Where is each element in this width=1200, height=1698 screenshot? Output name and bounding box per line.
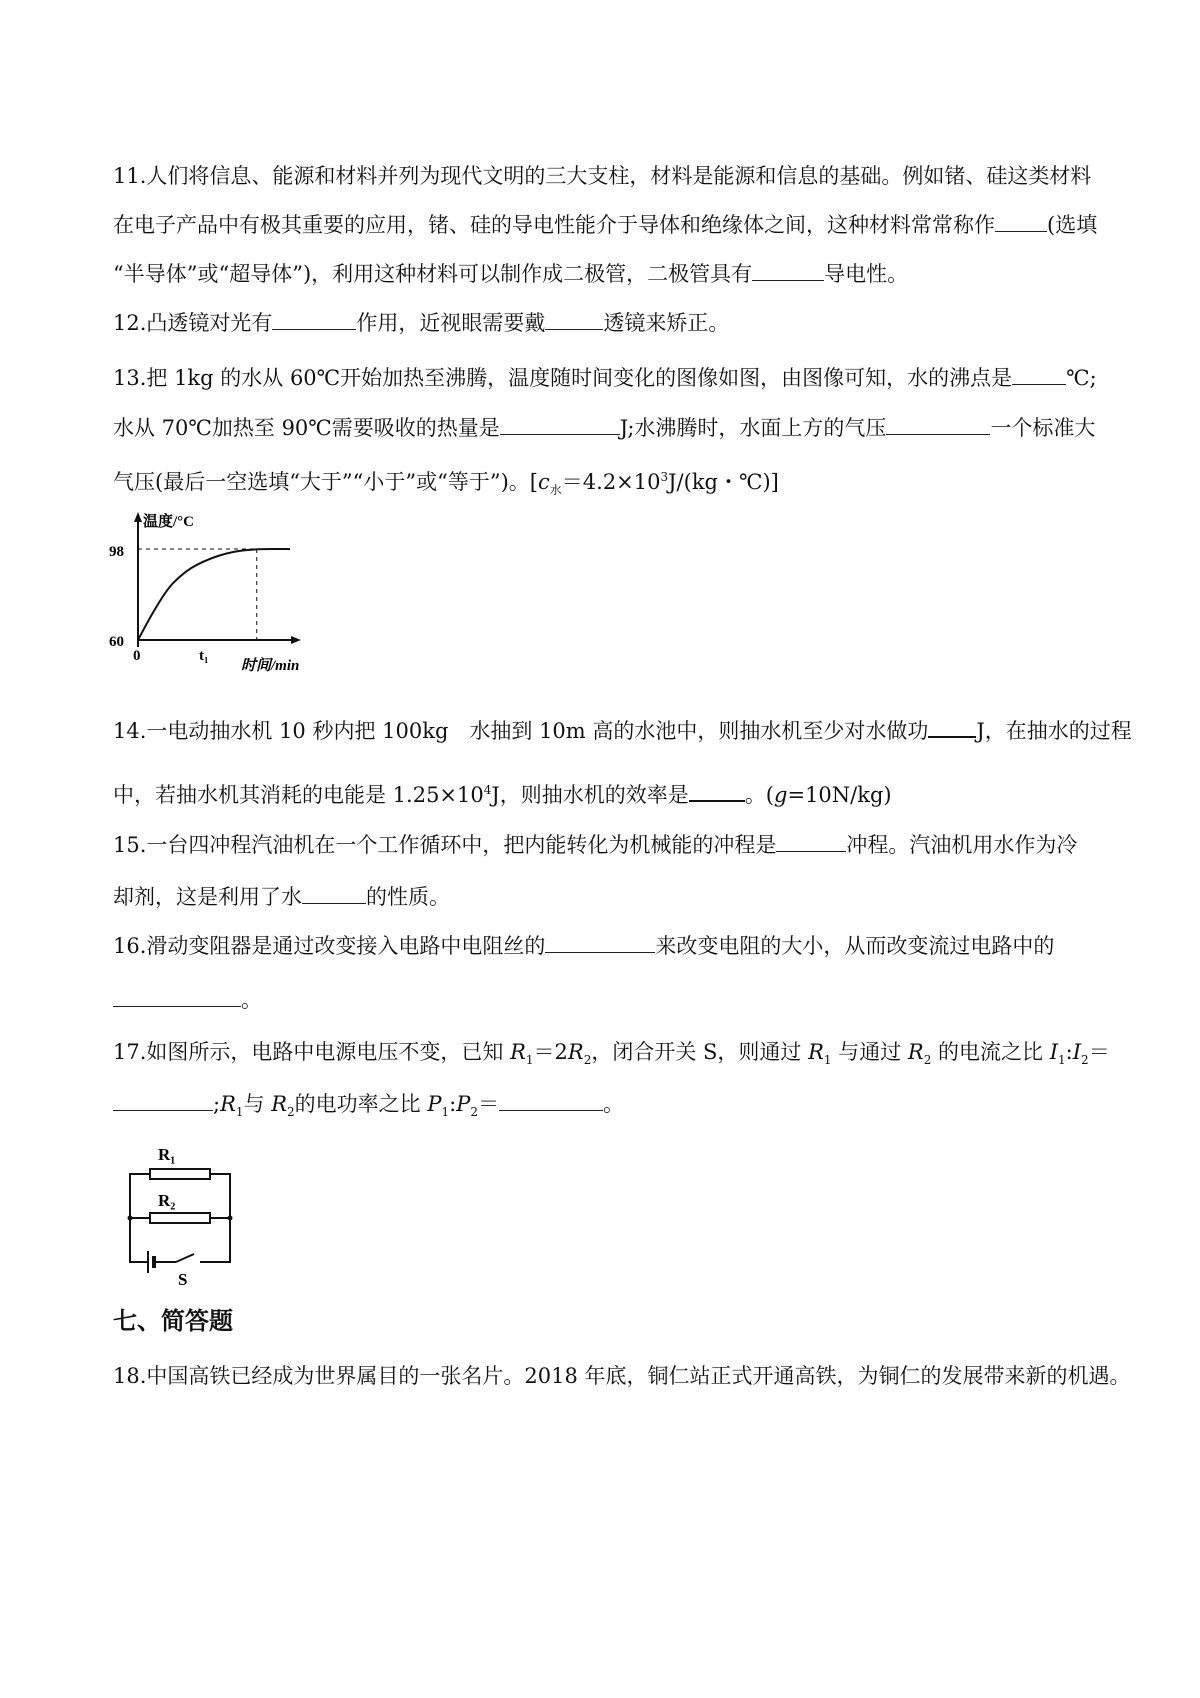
- x-axis-arrow: [291, 636, 301, 644]
- q11-line-2: 在电子产品中有极其重要的应用，锗、硅的导电性能介于导体和绝缘体之间，这种材料常常称作 (选填: [113, 213, 1098, 237]
- y-axis-label: 温度/°C: [143, 514, 194, 530]
- q11-line-3: “半导体”或“超导体”)，利用这种材料可以制作成二极管，二极管具有 导电性。: [113, 262, 909, 286]
- resistor-r1: [150, 1169, 210, 1179]
- r1-label: R₁: [158, 1145, 176, 1164]
- q13-answer-blank-1: [1012, 364, 1066, 385]
- q14-answer-blank-2: [689, 780, 745, 802]
- q15-line-1: 15.一台四冲程汽油机在一个工作循环中，把内能转化为机械能的冲程是 冲程。汽油机用水作为冷: [113, 833, 1078, 857]
- q15-line-2: 却剂，这是利用了水 的性质。: [113, 885, 450, 909]
- q17-line-1: 17.如图所示，电路中电源电压不变，已知 $R_1=2R_2$，闭合开关 S，则通过 $R_1$ 与通过 $R_2$ 的电流之比 $I_1:I_2=$: [113, 1040, 1110, 1068]
- x-axis-label: 时间/min: [241, 658, 300, 674]
- q13-line-1: 13.把 1kg 的水从 60℃开始加热至沸腾，温度随时间变化的图像如图，由图像可知，水的沸点是 ℃;: [113, 366, 1097, 390]
- y-tick-label-98: 98: [109, 544, 124, 560]
- q16-line-2: 。: [113, 985, 1140, 1015]
- q15-answer-blank-2: [302, 883, 366, 904]
- q11-answer-blank-1: [995, 211, 1047, 232]
- temperature-time-chart: [105, 502, 345, 682]
- q16-answer-blank-1: [545, 932, 655, 953]
- q14-line-1: 14.一电动抽水机 10 秒内把 100kg 水抽到 10m 高的水池中，则抽水机至少对水做功 J，在抽水的过程: [113, 716, 1140, 746]
- switch-icon: [176, 1254, 210, 1262]
- q13-answer-blank-2: [500, 414, 620, 435]
- q14-answer-blank-1: [928, 716, 976, 738]
- battery-icon: [148, 1251, 154, 1273]
- x-tick-label-0: 0: [133, 648, 141, 664]
- resistor-r2: [150, 1213, 210, 1223]
- q13-answer-blank-3: [886, 414, 990, 435]
- junction-right: [228, 1216, 233, 1221]
- q16-answer-blank-2: [113, 986, 241, 1007]
- q17-answer-blank-1: [113, 1090, 213, 1111]
- q18-line-1: 18.中国高铁已经成为世界属目的一张名片。2018 年底，铜仁站正式开通高铁，为铜仁的发展带来新的机遇。: [113, 1364, 1131, 1388]
- q17-line-2: $;R_1$与 $R_2$的电功率之比 $P_1:P_2=$ 。: [113, 1089, 1140, 1127]
- r2-label: R₂: [158, 1191, 176, 1210]
- y-tick-label-60: 60: [109, 634, 124, 650]
- q11-answer-blank-2: [752, 260, 824, 281]
- q14-line-2: 中，若抽水机其消耗的电能是 $1.25\times 10^4J$，则抽水机的效率是 。(g=10N/kg): [113, 775, 1140, 810]
- q16-line-1: 16.滑动变阻器是通过改变接入电路中电阻丝的 来改变电阻的大小，从而改变流过电路中的: [113, 934, 1055, 958]
- q12-answer-blank-1: [272, 309, 356, 330]
- junction-left: [128, 1216, 133, 1221]
- q13-line-2: 水从 70℃加热至 90℃需要吸收的热量是 J;水沸腾时，水面上方的气压 一个标准大: [113, 416, 1096, 440]
- y-axis-arrow: [134, 512, 142, 522]
- x-tick-label-t1: t₁: [199, 648, 209, 664]
- q17-answer-blank-2: [499, 1090, 603, 1111]
- q12-line: 12.凸透镜对光有 作用，近视眼需要戴 透镜来矫正。: [113, 311, 730, 335]
- q13-line-3: 气压(最后一空选填“大于”“小于”或“等于”)。[$c_水=4.2\times 10^3J/(kg$・℃)]: [113, 470, 779, 498]
- q11-line-1: 11.人们将信息、能源和材料并列为现代文明的三大支柱，材料是能源和信息的基础。例如锗、硅这类材料: [113, 164, 1092, 188]
- section-heading: 七、简答题: [113, 1307, 233, 1335]
- switch-label: S: [178, 1270, 188, 1289]
- q15-answer-blank-1: [776, 831, 846, 852]
- chart-axes: [134, 512, 301, 647]
- temperature-curve: [138, 549, 290, 640]
- circuit-diagram: [118, 1130, 258, 1290]
- q12-answer-blank-2: [545, 309, 603, 330]
